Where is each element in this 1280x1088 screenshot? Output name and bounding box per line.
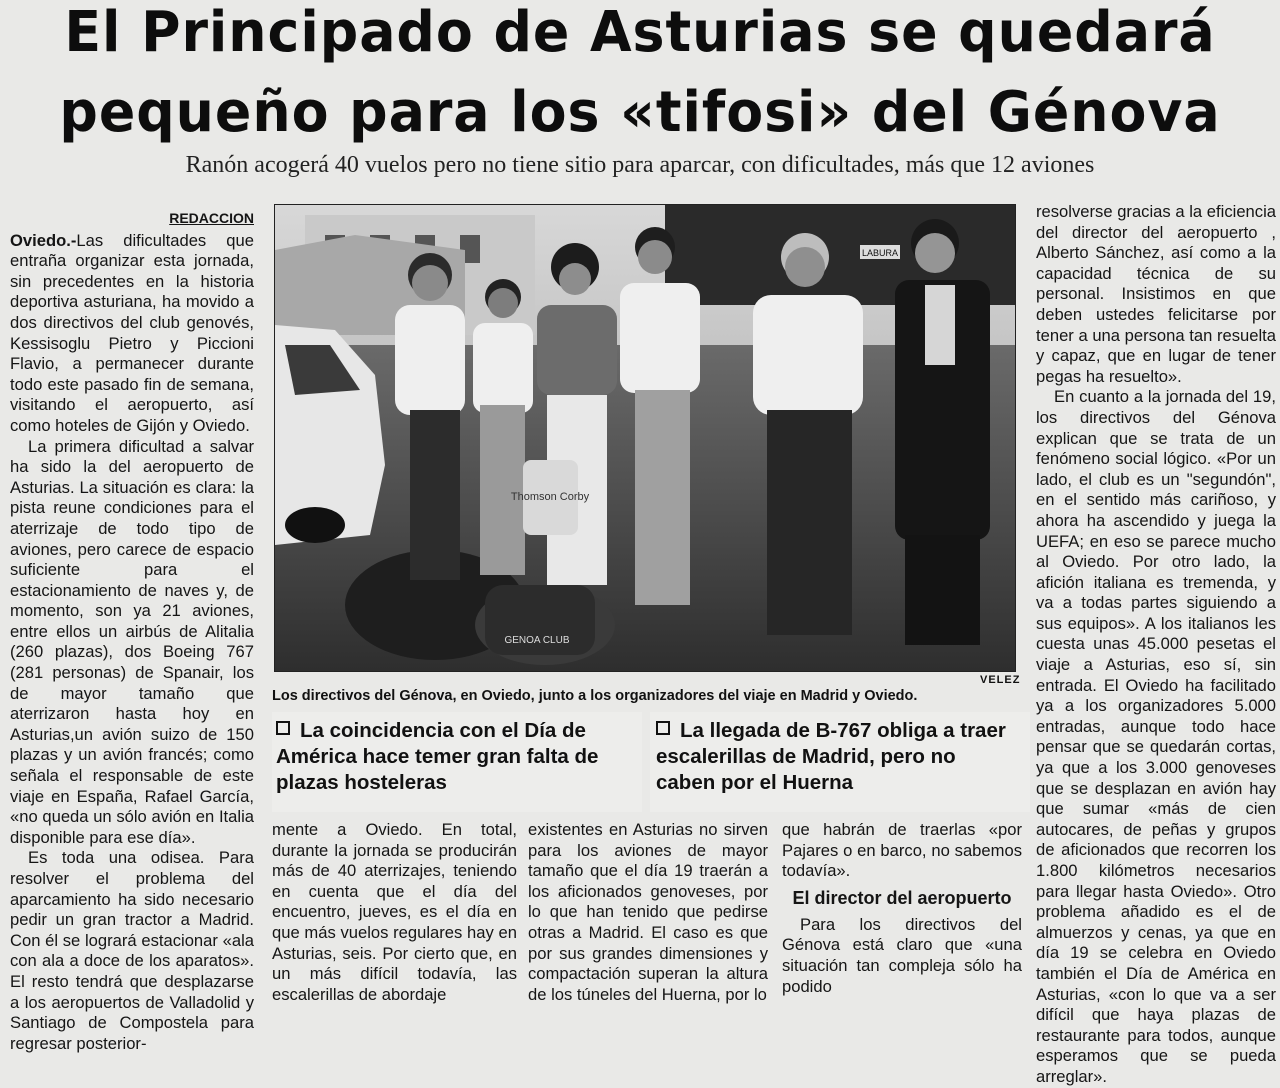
headline-line-2: pequeño para los «tifosi» del Génova [59, 80, 1221, 145]
paragraph: mente a Oviedo. En total, durante la jornada se producirán más de 40 aterrizajes, teniendo en cuenta que el día del encuentro, jueves, es el día en que más vuelos regulares hay en Asturias, seis. Por cierto que, en un más difícil todavía, las escalerillas de abordaje [272, 820, 517, 1004]
paragraph: En cuanto a la jornada del 19, los directivos del Génova explican que se trata de un fenómeno social lógico. «Por un lado, el club es un "segundón", en el sentido más cariñoso, y ahora ha ascendido y juega la UEFA; en eso se parece mucho al Oviedo. Por otro lado, la afición italiana es tremenda, y va a todas partes siguiendo a sus equipos». A los italianos les cuesta unas 45.000 pesetas el viaje a Asturias, eso sí, sin entrada. El Oviedo ha facilitado ya a los organizadores 5.000 entradas, aunque todo hace pensar que se quedarán cortas, ya que a los 3.000 genoveses que se desplazan en avión hay que sumar «más de cien autocares, de peñas y grupos de aficionados que recorren los 1.800 kilómetros necesarios para llegar hasta Oviedo». Otro problema añadido es el de almuerzos y cenas, ya que en día 19 se celebra en Oviedo también el Día de América en Asturias, «con lo que va a ser difícil que haya plazas de restaurante para todos, aunque esperamos que se pueda arreglar». [1036, 387, 1276, 1086]
article-column-2 [272, 820, 517, 1005]
article-column-1 [10, 208, 254, 1054]
paragraph: Es toda una odisea. Para resolver el problema del aparcamiento ha sido necesario pedir un gran tractor a Madrid. Con él se logrará estacionar «ala con ala a doce de los aparatos». El resto tendrá que desplazarse a los aeropuertos de Valladolid y Santiago de Compostela para regresar posterior- [10, 848, 254, 1053]
article-column-3 [528, 820, 768, 1005]
paragraph: La primera dificultad a salvar ha sido la del aeropuerto de Asturias. La situación es clara: la pista reune condiciones para el aterrizaje de todo tipo de aviones, pero carece de espacio suficiente para el estacionamiento de naves y, de momento, son ya 21 aviones, entre ellos un airbús de Alitalia (260 plazas), dos Boeing 767 (281 personas) de Spanair, los de mayor tamaño que aterrizaron hasta hoy en Asturias,un avión suizo de 150 plazas y un avión francés; como señala el responsable de este viaje en España, Rafael García, «no queda un sólo avión en Italia disponible para ese día». [10, 436, 254, 847]
square-bullet-icon [276, 721, 290, 735]
article-column-5 [1036, 202, 1276, 1088]
shirt-print: Thomson Corby [510, 491, 590, 503]
news-photo [274, 204, 1016, 672]
square-bullet-icon [656, 721, 670, 735]
paragraph: Para los directivos del Génova está claro que «una situación tan compleja sólo ha podido [782, 914, 1022, 996]
highlight-text-1: La coincidencia con el Día de América hace temer gran falta de plazas hosteleras [276, 719, 599, 794]
photo-caption: Los directivos del Génova, en Oviedo, junto a los organizadores del viaje en Madrid y Oviedo. [272, 688, 918, 704]
paragraph: que habrán de traerlas «por Pajares o en barco, no sabemos todavía». [782, 820, 1022, 881]
dateline: Oviedo.- [10, 230, 77, 250]
photo-illustration [275, 205, 1015, 671]
article-column-4 [782, 820, 1022, 997]
photo-credit: VELEZ [980, 674, 1021, 686]
bag-label: GENOA CLUB [504, 635, 570, 646]
headline-line-1: El Principado de Asturias se quedará [64, 0, 1216, 65]
byline: REDACCION [169, 210, 254, 226]
street-sign: LABURA [861, 248, 899, 258]
section-subhead: El director del aeropuerto [792, 887, 1012, 908]
paragraph: Las dificultades que entraña organizar esta jornada, sin precedentes en la historia deportiva asturiana, ha movido a dos directivos del club genovés, Kessisoglu Pietro y Piccioni Flavio, a permanecer durante todo este pasado fin de semana, visitando el aeropuerto, así como hoteles de Gijón y Oviedo. [10, 230, 254, 435]
subheadline: Ranón acogerá 40 vuelos pero no tiene sitio para aparcar, con dificultades, más que 12 aviones [185, 152, 1095, 178]
paragraph: resolverse gracias a la eficiencia del director del aeropuerto , Alberto Sánchez, así como a la capacidad técnica de su personal. Insistimos en que deben ustedes felicitarse por tener a una persona tan resuelta y capaz, que en lugar de tener pegas ha resuelto». [1036, 202, 1276, 386]
paragraph: existentes en Asturias no sirven para los aviones de mayor tamaño que el día 19 traerán a los aficionados genoveses, por lo que han tenido que pedirse otras a Madrid. El caso es que por sus grandes dimensiones y compactación superan la altura de los túneles del Huerna, por lo [528, 820, 768, 1004]
highlight-text-2: La llegada de B-767 obliga a traer escalerillas de Madrid, pero no caben por el Huerna [656, 719, 1006, 794]
